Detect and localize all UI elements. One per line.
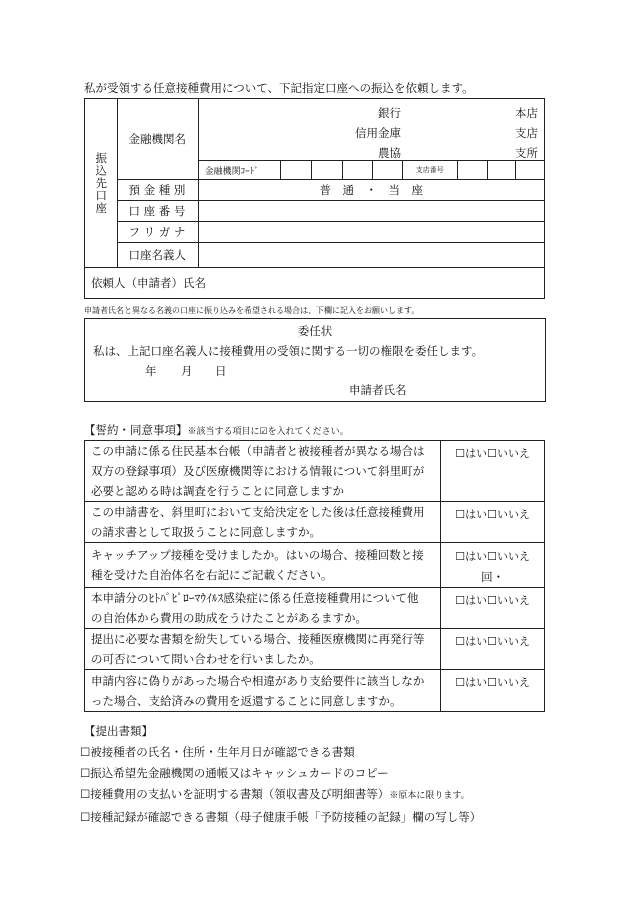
document-item-1[interactable]: ☐被接種者の氏名・住所・生年月日が確認できる書類 xyxy=(80,745,355,759)
deposit-type-options[interactable]: 普 通 ・ 当 座 xyxy=(198,180,544,201)
consent-choice-4[interactable]: ☐はい☐いいえ xyxy=(455,594,530,607)
consent-row-4 xyxy=(85,588,545,629)
branch-type-branch: 支店 xyxy=(515,126,538,140)
account-number-label: 口 座 番 号 xyxy=(118,201,198,222)
proxy-signature-label: 申請者氏名 xyxy=(349,383,407,397)
proxy-date-year: 年 xyxy=(145,364,157,378)
intro-text: 私が受領する任意接種費用について、下記指定口座への振込を依頼します。 xyxy=(84,81,474,95)
requester-name-label: 依頼人（申請者）氏名 xyxy=(91,276,206,290)
requester-name-field[interactable] xyxy=(85,268,545,299)
transfer-account-side-label: 振込先口座 xyxy=(85,99,118,268)
consent-answer-3[interactable] xyxy=(441,543,545,588)
document-item-3-note: ※原本に限ります。 xyxy=(389,791,470,801)
account-holder-label: 口座名義人 xyxy=(118,243,198,268)
document-item-2[interactable]: ☐振込希望先金融機関の通帳又はキャッシュカードのコピー xyxy=(80,766,389,780)
consent-question-4: 本申請分のﾋﾄﾊﾟﾋﾟﾛｰﾏｳｲﾙｽ感染症に係る任意接種費用について他 の自治体から費用の助成をうけたことがあるますか。 xyxy=(85,588,441,629)
branch-code-digit-3[interactable] xyxy=(515,161,544,180)
documents-list xyxy=(80,742,481,828)
bank-type-bank: 銀行 xyxy=(378,106,401,120)
account-number-field[interactable] xyxy=(198,201,544,222)
consent-answer-1[interactable] xyxy=(441,441,545,502)
bank-code-digit-3[interactable] xyxy=(342,161,372,180)
branch-type-list xyxy=(515,103,538,163)
institution-name-field[interactable] xyxy=(198,99,544,161)
proxy-body: 私は、上記口座名義人に接種費用の受領に関する一切の権限を委任します。 xyxy=(93,344,484,358)
proxy-box xyxy=(84,318,546,402)
consent-answer-2[interactable] xyxy=(441,502,545,543)
branch-code-digit-2[interactable] xyxy=(487,161,515,180)
furigana-label: フ リ ガ ナ xyxy=(118,222,198,243)
institution-label: 金融機関名 xyxy=(118,99,198,180)
consent-row-6 xyxy=(85,670,545,712)
consent-choice-6[interactable]: ☐はい☐いいえ xyxy=(455,676,530,689)
consent-heading-row xyxy=(84,422,349,438)
document-item-3-text: ☐接種費用の支払いを証明する書類（領収書及び明細書等） xyxy=(80,787,390,801)
bank-type-shinkin: 信用金庫 xyxy=(355,126,401,140)
consent-choice-1[interactable]: ☐はい☐いいえ xyxy=(455,447,530,460)
deposit-type-label: 預 金 種 別 xyxy=(118,180,198,201)
consent-heading: 【誓約・同意事項】 xyxy=(84,423,188,437)
proxy-date-month: 月 xyxy=(181,364,193,378)
bank-code-digit-1[interactable] xyxy=(280,161,311,180)
consent-question-6: 申請内容に偽りがあった場合や相違があり支給要件に該当しなか った場合、支給済みの費用を返還することに同意しますか。 xyxy=(85,670,441,712)
consent-answer-5[interactable] xyxy=(441,629,545,670)
bank-code-digit-4[interactable] xyxy=(372,161,402,180)
account-holder-field[interactable] xyxy=(198,243,544,268)
consent-choice-3[interactable]: ☐はい☐いいえ xyxy=(455,550,530,563)
bank-code-label: 金融機関ｺｰﾄﾞ xyxy=(198,161,280,180)
bank-account-table xyxy=(84,98,545,299)
proxy-note: 申請者氏名と異なる名義の口座に振り込みを希望される場合は、下欄に記入をお願いします。 xyxy=(84,306,420,315)
catchup-count-field[interactable]: 回・ xyxy=(481,570,505,584)
consent-question-2: この申請書を、斜里町において支給決定をした後は任意接種費用 の請求書として取扱うことに同意しますか。 xyxy=(85,502,441,543)
consent-instruction: ※該当する項目に☑を入れてください。 xyxy=(187,427,349,437)
consent-answer-4[interactable] xyxy=(441,588,545,629)
branch-code-label: 支店番号 xyxy=(402,161,457,180)
consent-row-2 xyxy=(85,502,545,543)
proxy-date-day: 日 xyxy=(215,364,227,378)
branch-type-office: 支所 xyxy=(515,146,538,160)
bank-type-list xyxy=(355,103,401,163)
bank-type-nokyo: 農協 xyxy=(378,146,401,160)
consent-question-1: この申請に係る住民基本台帳（申請者と被接種者が異なる場合は 双方の登録事項）及び医療機関等における情報について斜里町が 必要と認める時は調査を行うことに同意しますか xyxy=(85,441,441,502)
consent-row-3 xyxy=(85,543,545,588)
consent-table xyxy=(84,440,545,712)
consent-choice-5[interactable]: ☐はい☐いいえ xyxy=(455,635,530,648)
consent-choice-2[interactable]: ☐はい☐いいえ xyxy=(455,508,530,521)
branch-code-digit-1[interactable] xyxy=(457,161,487,180)
consent-row-1 xyxy=(85,441,545,502)
consent-question-3: キャッチアップ接種を受けましたか。はいの場合、接種回数と接 種を受けた自治体名を右記にご記載ください。 xyxy=(85,543,441,588)
bank-code-digit-2[interactable] xyxy=(311,161,342,180)
consent-row-5 xyxy=(85,629,545,670)
consent-answer-6[interactable] xyxy=(441,670,545,712)
furigana-field[interactable] xyxy=(198,222,544,243)
proxy-title: 委任状 xyxy=(297,324,333,338)
consent-question-5: 提出に必要な書類を紛失している場合、接種医療機関に再発行等 の可否について問い合わせを行いましたか。 xyxy=(85,629,441,670)
document-item-4[interactable]: ☐接種記録が確認できる書類（母子健康手帳「予防接種の記録」欄の写し等） xyxy=(80,810,482,824)
documents-heading: 【提出書類】 xyxy=(84,724,153,738)
document-item-3[interactable] xyxy=(80,784,481,807)
branch-type-main: 本店 xyxy=(515,106,538,120)
